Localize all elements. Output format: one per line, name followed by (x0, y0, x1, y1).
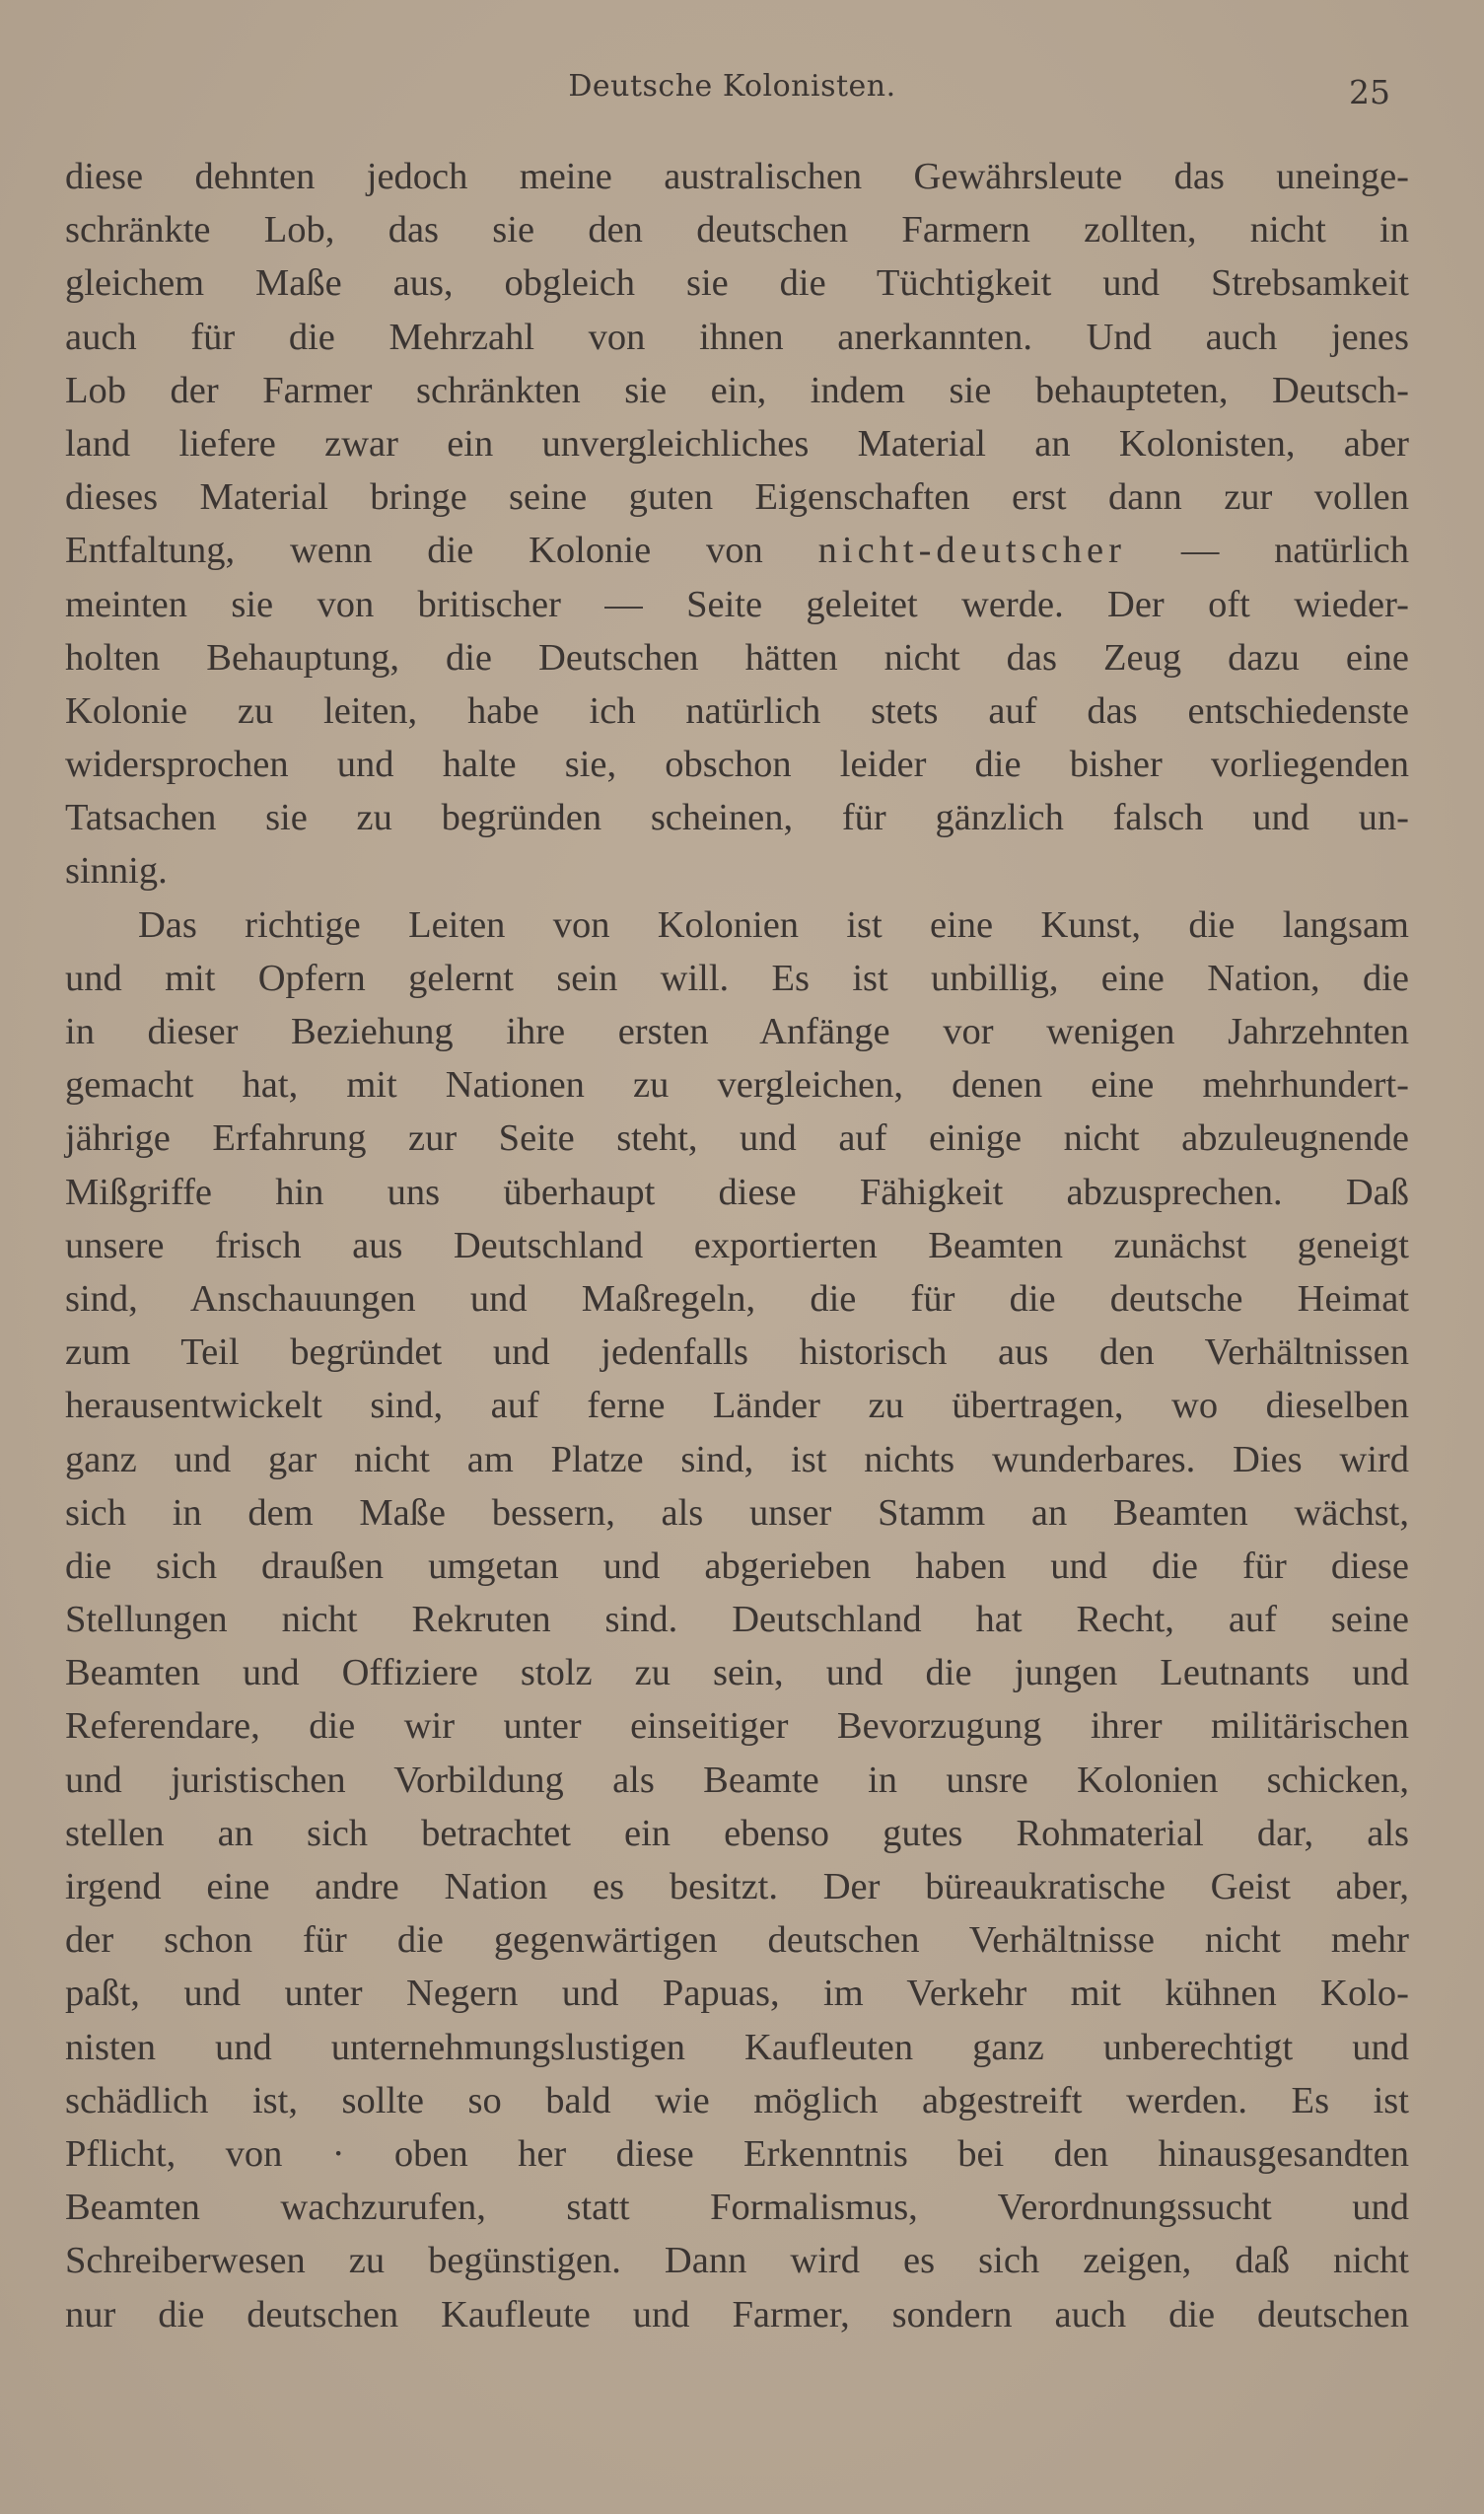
text-line: Stellungen nicht Rekruten sind. Deutschland hat Recht, auf seine (65, 1599, 1409, 1641)
text-line: gemacht hat, mit Nationen zu vergleichen, denen eine mehrhundert- (65, 1064, 1409, 1107)
text-line: nisten und unternehmungslustigen Kaufleuten ganz unberechtigt und (65, 2026, 1409, 2068)
text-line: meinten sie von britischer — Seite geleitet werde. Der oft wieder- (65, 583, 1409, 625)
text-line: nur die deutschen Kaufleute und Farmer, sondern auch die deutschen (65, 2293, 1409, 2335)
text-line: stellen an sich betrachtet ein ebenso gutes Rohmaterial dar, als (65, 1812, 1409, 1854)
text-line: der schon für die gegenwärtigen deutschen Verhältnisse nicht mehr (65, 1919, 1409, 1962)
text-line: Schreiberwesen zu begünstigen. Dann wird es sich zeigen, daß nicht (65, 2240, 1409, 2282)
text-line: Kolonie zu leiten, habe ich natürlich stets auf das entschiedenste (65, 689, 1409, 732)
text-line: widersprochen und halte sie, obschon leider die bisher vorliegenden (65, 744, 1409, 786)
text-line: sich in dem Maße bessern, als unser Stamm an Beamten wächst, (65, 1491, 1409, 1534)
text-line: dieses Material bringe seine guten Eigenschaften erst dann zur vollen (65, 476, 1409, 519)
text-line: jährige Erfahrung zur Seite steht, und auf einige nicht abzuleugnende (65, 1117, 1409, 1160)
text-line: paßt, und unter Negern und Papuas, im Verkehr mit kühnen Kolo- (65, 1973, 1409, 2015)
text-line: unsere frisch aus Deutschland exportierten Beamten zunächst geneigt (65, 1224, 1409, 1266)
text-line: die sich draußen umgetan und abgerieben haben und die für diese (65, 1544, 1409, 1587)
text-line: irgend eine andre Nation es besitzt. Der büreaukratische Geist aber, (65, 1866, 1409, 1907)
text-line: Mißgriffe hin uns überhaupt diese Fähigkeit abzusprechen. Daß (65, 1171, 1409, 1213)
body-text (65, 150, 1409, 2341)
running-head (0, 69, 1484, 111)
text-line: Beamten und Offiziere stolz zu sein, und die jungen Leutnants und (65, 1652, 1409, 1694)
page-number: 25 (1349, 73, 1390, 111)
text-line: und juristischen Vorbildung als Beamte in unsre Kolonien schicken, (65, 1759, 1409, 1801)
text-segment: Entfaltung, wenn die Kolonie von (65, 530, 763, 572)
text-line: sinnig. (65, 850, 168, 893)
running-title: Deutsche Kolonisten. (568, 69, 896, 104)
text-line: Pflicht, von · oben her diese Erkenntnis bei den hinausgesandten (65, 2132, 1409, 2175)
text-segment: — natürlich (1180, 530, 1410, 572)
text-line: sind, Anschauungen und Maßregeln, die für die deutsche Heimat (65, 1277, 1409, 1320)
text-line: gleichem Maße aus, obgleich sie die Tüchtigkeit und Strebsamkeit (65, 262, 1409, 305)
text-line: Tatsachen sie zu begründen scheinen, für gänzlich falsch und un- (65, 797, 1409, 839)
text-line: ganz und gar nicht am Platze sind, ist nichts wunderbares. Dies wird (65, 1438, 1409, 1480)
text-line: schränkte Lob, das sie den deutschen Farmern zollten, nicht in (65, 209, 1409, 251)
text-line: auch für die Mehrzahl von ihnen anerkannten. Und auch jenes (65, 316, 1409, 358)
text-line: land liefere zwar ein unvergleichliches Material an Kolonisten, aber (65, 422, 1409, 465)
text-line: Referendare, die wir unter einseitiger Bevorzugung ihrer militärischen (65, 1705, 1409, 1748)
text-line: schädlich ist, sollte so bald wie möglich abgestreift werden. Es ist (65, 2079, 1409, 2121)
paragraph-start-line: Das richtige Leiten von Kolonien ist eine Kunst, die langsam (138, 903, 1409, 946)
text-line: und mit Opfern gelernt sein will. Es ist unbillig, eine Nation, die (65, 957, 1409, 999)
text-line: in dieser Beziehung ihre ersten Anfänge vor wenigen Jahrzehnten (65, 1011, 1409, 1052)
emphasized-word: nicht-deutscher (817, 530, 1126, 572)
text-line: Lob der Farmer schränkten sie ein, indem sie behaupteten, Deutsch- (65, 369, 1409, 411)
text-line: holten Behauptung, die Deutschen hätten nicht das Zeug dazu eine (65, 636, 1409, 679)
text-line: herausentwickelt sind, auf ferne Länder zu übertragen, wo dieselben (65, 1385, 1409, 1427)
text-line (65, 524, 1409, 577)
text-line: Beamten wachzurufen, statt Formalismus, Verordnungssucht und (65, 2187, 1409, 2229)
text-line: zum Teil begründet und jedenfalls historisch aus den Verhältnissen (65, 1331, 1409, 1374)
text-line: diese dehnten jedoch meine australischen Gewährsleute das uneinge- (65, 156, 1409, 197)
